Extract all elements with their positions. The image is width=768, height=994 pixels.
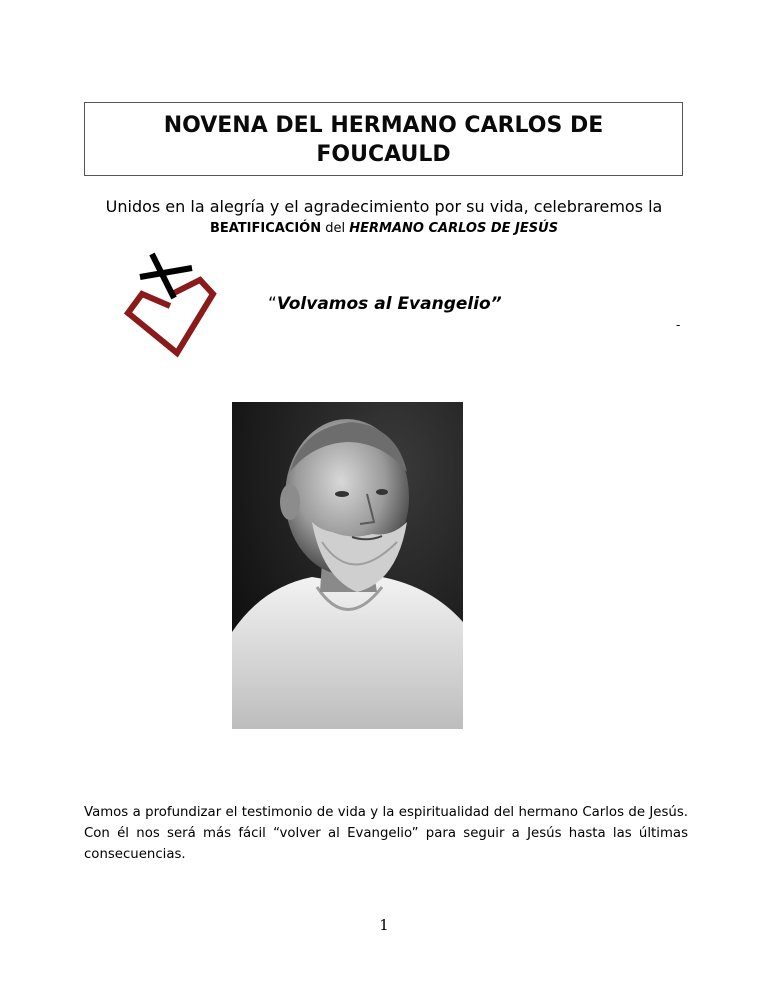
body-paragraph: Vamos a profundizar el testimonio de vida y la espiritualidad del hermano Carlos de Jesús. Con él nos será más fácil “volver al Evangelio” para seguir a Jesús hasta las últimas consecuencias.	[84, 805, 688, 862]
title-line-2: FOUCAULD	[316, 142, 451, 167]
quote-open-mark: “	[268, 294, 277, 314]
quote-volvamos	[268, 293, 502, 315]
title-box	[84, 102, 683, 176]
heart-and-cross-icon	[120, 250, 220, 362]
page-number: 1	[379, 916, 389, 934]
hermano-carlos-text: HERMANO CARLOS DE JESÚS	[349, 221, 559, 236]
quote-text: Volvamos al Evangelio”	[276, 294, 502, 314]
small-mark: -	[676, 318, 681, 332]
subtitle-line-2	[0, 220, 768, 238]
del-text: del	[321, 221, 350, 236]
title-line-1: NOVENA DEL HERMANO CARLOS DE	[163, 113, 604, 138]
subtitle-line-1: Unidos en la alegría y el agradecimiento por su vida, celebraremos la	[105, 197, 663, 216]
beatificacion-text: BEATIFICACIÓN	[209, 221, 322, 236]
portrait-photo	[232, 402, 463, 729]
